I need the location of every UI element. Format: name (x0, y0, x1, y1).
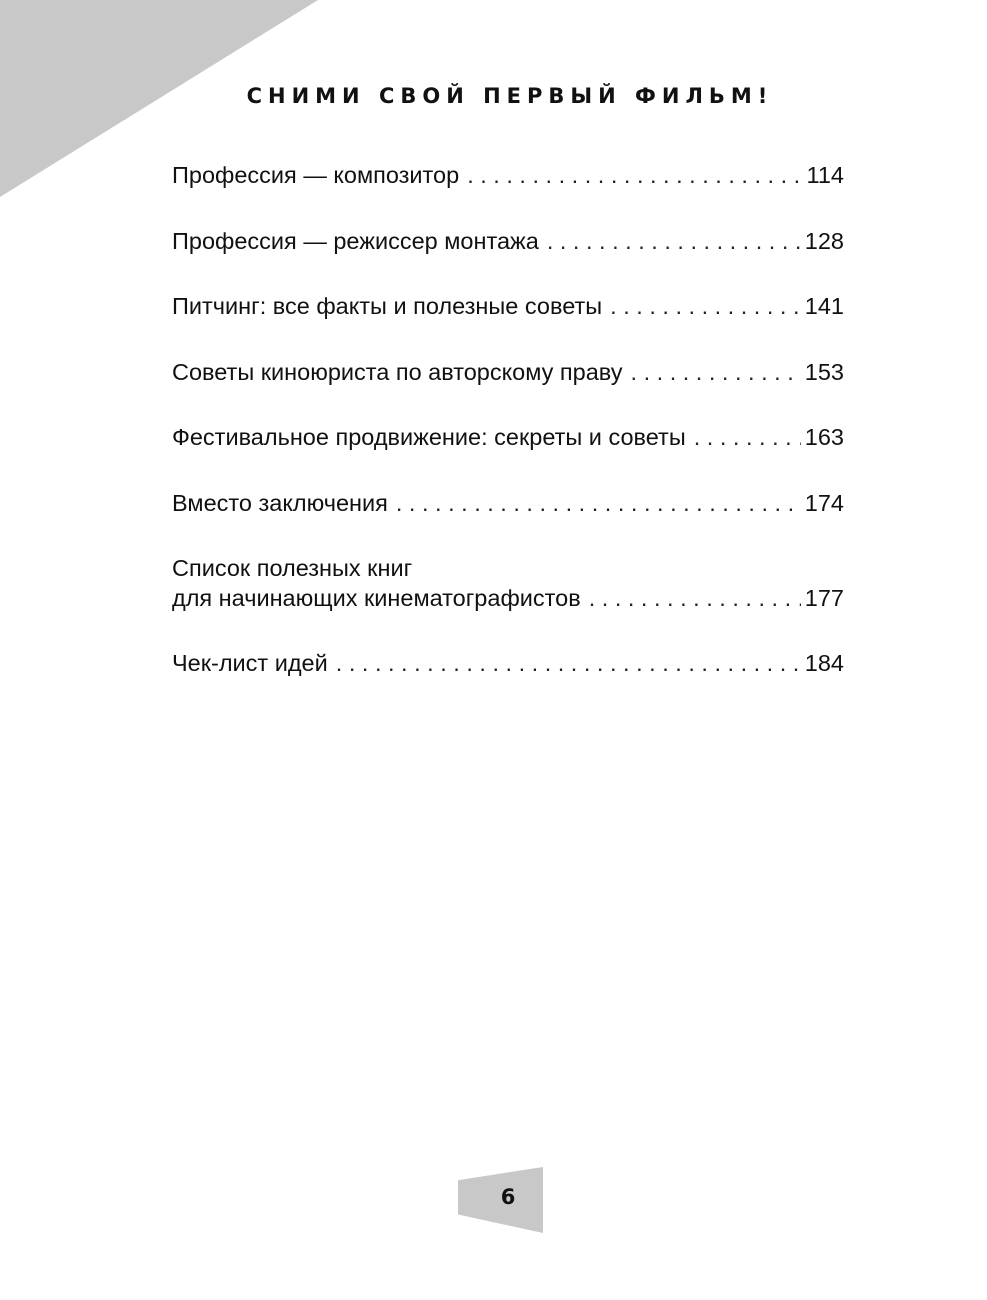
toc-entry-page: 114 (806, 162, 844, 188)
dot-leader (631, 357, 801, 387)
toc-entry-page: 141 (804, 293, 844, 319)
page-number: 6 (500, 1185, 516, 1209)
toc-entry-title: Профессия — режиссер монтажа (172, 228, 539, 254)
toc-entry[interactable] (172, 291, 844, 321)
toc-entry-title: Питчинг: все факты и полезные советы (172, 293, 603, 319)
toc-entry-page: 153 (804, 359, 844, 385)
toc-entry[interactable] (172, 226, 844, 256)
toc-entry[interactable] (172, 160, 844, 190)
dot-leader (396, 488, 801, 518)
toc-entry[interactable] (172, 648, 844, 678)
toc-entry-title: Советы киноюриста по авторскому праву (172, 359, 623, 385)
toc-entry-page: 174 (804, 490, 844, 516)
toc-entry[interactable] (172, 488, 844, 518)
dot-leader (694, 422, 801, 452)
toc-entry-title-line: Список полезных книг (172, 555, 413, 581)
toc-entry[interactable] (172, 422, 844, 452)
toc-entry-title: Профессия — композитор (172, 162, 460, 188)
dot-leader (589, 583, 801, 613)
toc-entry[interactable] (172, 357, 844, 387)
toc-entry-title: Фестивальное продвижение: секреты и советы (172, 424, 686, 450)
running-header-title: СНИМИ СВОЙ ПЕРВЫЙ ФИЛЬМ! (246, 84, 774, 108)
toc-entry-page: 177 (804, 585, 844, 611)
dot-leader (467, 160, 802, 190)
dot-leader (336, 648, 801, 678)
dot-leader (610, 291, 801, 321)
toc-entry-title: Чек-лист идей (172, 650, 328, 676)
dot-leader (547, 226, 801, 256)
toc-entry-title: Вместо заключения (172, 490, 388, 516)
toc-entry-title-line: для начинающих кинематографистов (172, 585, 581, 611)
toc-entry-page: 128 (804, 228, 844, 254)
toc-entry-page: 163 (804, 424, 844, 450)
toc-entry-page: 184 (804, 650, 844, 676)
toc-entry[interactable] (172, 553, 844, 613)
